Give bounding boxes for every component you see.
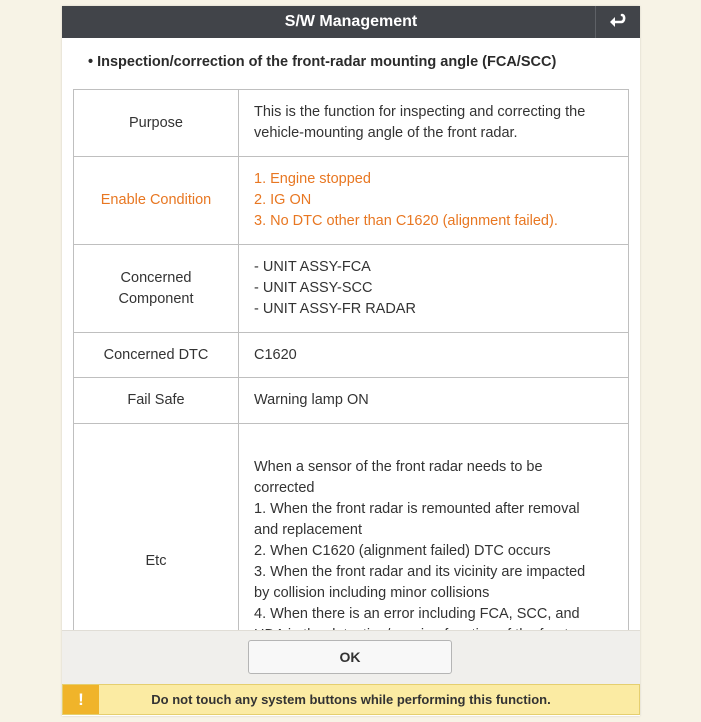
- content-area[interactable]: [62, 38, 640, 630]
- etc-line: by collision including minor collisions: [254, 584, 490, 601]
- value-concerned-dtc: C1620: [239, 333, 629, 378]
- value-fail-safe: Warning lamp ON: [239, 378, 629, 424]
- purpose-line: vehicle-mounting angle of the front radar.: [254, 125, 518, 141]
- dialog-footer: [62, 630, 640, 684]
- etc-line: 1. When the front radar is remounted after removal: [254, 500, 580, 517]
- table-row-concerned-dtc: [74, 333, 629, 378]
- warning-text: Do not touch any system buttons while performing this function.: [151, 692, 551, 707]
- table-row-concerned-component: [74, 245, 629, 333]
- label-concerned-dtc: Concerned DTC: [74, 333, 239, 378]
- label-fail-safe: Fail Safe: [74, 378, 239, 424]
- label-etc: Etc: [74, 424, 239, 700]
- table-row-fail-safe: [74, 378, 629, 424]
- dialog-title: S/W Management: [284, 13, 418, 30]
- info-table: [73, 89, 629, 700]
- purpose-line: This is the function for inspecting and correcting the: [254, 104, 586, 120]
- etc-line: When a sensor of the front radar needs to be: [254, 458, 543, 475]
- warning-banner: [62, 684, 640, 715]
- component-line: - UNIT ASSY-FCA: [254, 259, 371, 275]
- condition-line: 1. Engine stopped: [254, 171, 371, 187]
- etc-line: corrected: [254, 479, 315, 496]
- value-enable-condition: [239, 157, 629, 245]
- table-row-purpose: [74, 90, 629, 157]
- sw-management-dialog: [62, 6, 640, 716]
- condition-line: 3. No DTC other than C1620 (alignment failed).: [254, 213, 558, 229]
- ok-button[interactable]: OK: [248, 640, 452, 674]
- etc-line: 2. When C1620 (alignment failed) DTC occurs: [254, 542, 551, 559]
- etc-line: 3. When the front radar and its vicinity are impacted: [254, 563, 586, 580]
- back-button[interactable]: [595, 6, 640, 38]
- exclamation-icon: !: [63, 685, 99, 714]
- label-line: Component: [118, 290, 194, 307]
- label-line: Concerned: [120, 269, 192, 286]
- label-enable-condition: Enable Condition: [74, 157, 239, 245]
- return-arrow-icon: [608, 13, 628, 31]
- component-line: - UNIT ASSY-SCC: [254, 280, 373, 296]
- label-purpose: Purpose: [74, 90, 239, 157]
- table-row-enable-condition: [74, 157, 629, 245]
- etc-line: 4. When there is an error including FCA, SCC, and: [254, 605, 580, 622]
- value-purpose: [239, 90, 629, 157]
- label-concerned-component: [74, 245, 239, 333]
- value-concerned-component: [239, 245, 629, 333]
- condition-line: 2. IG ON: [254, 192, 312, 208]
- component-line: - UNIT ASSY-FR RADAR: [254, 301, 416, 317]
- title-bar: [62, 6, 640, 38]
- section-heading: • Inspection/correction of the front-radar mounting angle (FCA/SCC): [88, 54, 557, 70]
- etc-line: and replacement: [254, 521, 363, 538]
